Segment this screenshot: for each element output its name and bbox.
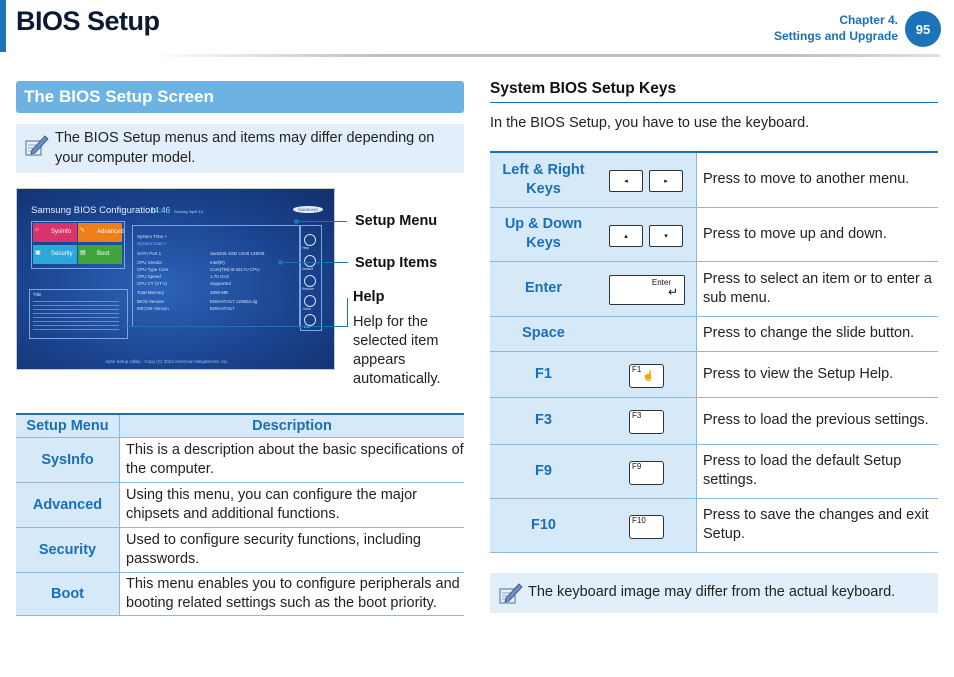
callout-setup-items: Setup Items <box>355 255 438 271</box>
chapter-label <box>774 12 898 44</box>
keyboard-note <box>490 573 938 613</box>
bios-action-restore: Restore <box>302 287 315 291</box>
f1-key-icon: F1 ☝ <box>629 364 664 388</box>
row-desc: Used to configure security functions, including passwords. <box>120 528 465 573</box>
bios-tile-advanced[interactable]: ✎ Advanced <box>78 223 122 242</box>
right-arrow-key-icon: ▸ <box>649 170 683 192</box>
chapter-title: Settings and Upgrade <box>773 29 898 43</box>
bios-tile-boot[interactable]: ▤ Boot <box>78 245 122 264</box>
row-desc: This is a description about the basic specifications of the computer. <box>120 438 465 483</box>
bios-help-frame <box>29 289 128 339</box>
header-accent-bar <box>0 0 6 52</box>
callout-line-setup-items <box>280 262 348 263</box>
f3-key-icon: F3 <box>629 410 664 434</box>
bios-help-title: Title <box>33 292 42 297</box>
key-desc: Press to move to another menu. <box>697 152 939 207</box>
table-row <box>490 316 938 351</box>
callout-help-description: Help for the selected item appears automatically. <box>353 314 441 387</box>
note-pencil-icon <box>497 580 523 606</box>
help-hand-icon: ☝ <box>642 370 655 382</box>
bios-item-label[interactable]: CPU Speed <box>137 274 161 279</box>
bios-item-label[interactable]: Total Memory <box>137 290 165 295</box>
left-arrow-key-icon: ◂ <box>609 170 643 192</box>
keyboard-note-text: The keyboard image may differ from the actual keyboard. <box>528 584 896 600</box>
row-menu: Boot <box>16 573 120 616</box>
table-header-row <box>16 414 464 438</box>
note-pencil-icon <box>23 132 49 158</box>
bios-help-icon[interactable] <box>304 234 316 246</box>
callout-dot-setup-menu <box>294 219 299 224</box>
bios-item-label[interactable]: System Time > <box>137 234 167 239</box>
key-name: F3 <box>490 397 597 444</box>
model-note <box>16 124 464 173</box>
enter-key-icon: Enter ↵ <box>609 275 685 305</box>
bios-item-value: E00AAT.017 <box>210 306 235 311</box>
key-desc: Press to view the Setup Help. <box>697 351 939 397</box>
bios-item-value: Core(TM) i5-3317U CPU <box>210 267 260 272</box>
chapter-number: Chapter 4. <box>839 13 898 27</box>
key-image-cell <box>597 316 697 351</box>
key-image-cell <box>597 351 697 397</box>
table-row <box>490 444 938 498</box>
bios-tile-sysinfo[interactable]: ⌂ SysInfo <box>33 223 77 242</box>
table-row <box>16 483 464 528</box>
key-name: F1 <box>490 351 597 397</box>
section-heading-text: The BIOS Setup Screen <box>24 87 214 106</box>
setup-keys-table <box>490 151 938 553</box>
col-header-setup-menu: Setup Menu <box>16 414 120 438</box>
key-desc: Press to load the default Setup settings. <box>697 444 939 498</box>
bios-item-value: SanDisk SSD U100 128GB <box>210 251 265 256</box>
table-row <box>490 261 938 316</box>
row-desc: This menu enables you to configure peripherals and booting related settings such as the boot priority. <box>120 573 465 616</box>
key-desc: Press to change the slide button. <box>697 316 939 351</box>
bios-action-save: Save <box>303 307 311 311</box>
key-image-cell <box>597 207 697 261</box>
key-image-cell <box>597 498 697 552</box>
section-heading <box>16 81 464 113</box>
table-row <box>16 528 464 573</box>
keys-section-title: System BIOS Setup Keys <box>490 80 677 97</box>
key-desc: Press to load the previous settings. <box>697 397 939 444</box>
key-desc: Press to select an item or to enter a sub menu. <box>697 261 939 316</box>
key-image-cell <box>597 397 697 444</box>
bios-tile-security[interactable]: ▣ Security <box>33 245 77 264</box>
f9-key-icon: F9 <box>629 461 664 485</box>
bios-action-exit: Exit <box>304 325 310 329</box>
bios-window-title: Samsung BIOS Configuration <box>31 205 156 216</box>
samsung-logo: SAMSUNG <box>293 206 323 213</box>
bios-time: 14:46 <box>150 206 171 215</box>
row-menu: SysInfo <box>16 438 120 483</box>
bios-item-value: Supported <box>210 281 231 286</box>
table-row <box>490 207 938 261</box>
bios-item-label[interactable]: CPU Vendor <box>137 260 163 265</box>
table-row <box>16 573 464 616</box>
bios-item-label[interactable]: CPU Type Core <box>137 267 169 272</box>
page-title: BIOS Setup <box>16 6 160 36</box>
bios-item-value: 1.70 GHz <box>210 274 230 279</box>
model-note-text: The BIOS Setup menus and items may differ depending on your computer model. <box>55 130 435 166</box>
bios-item-value: Intel(R) <box>210 260 225 265</box>
callout-line-help <box>122 326 348 328</box>
table-row <box>490 351 938 397</box>
callout-line-setup-menu <box>297 221 347 222</box>
row-menu: Security <box>16 528 120 573</box>
key-image-cell <box>597 152 697 207</box>
bios-action-default: Default <box>302 267 314 271</box>
row-desc: Using this menu, you can configure the major chipsets and additional functions. <box>120 483 465 528</box>
bios-item-label[interactable]: MICOM Version <box>137 306 169 311</box>
keys-section-rule <box>490 102 938 103</box>
bios-default-icon[interactable] <box>304 255 316 267</box>
up-arrow-key-icon: ▴ <box>609 225 643 247</box>
bios-restore-icon[interactable] <box>304 275 316 287</box>
callout-help: Help <box>353 289 385 305</box>
table-row <box>16 438 464 483</box>
key-name: Up & Down Keys <box>490 207 597 261</box>
key-desc: Press to move up and down. <box>697 207 939 261</box>
bios-item-label[interactable]: CPU VT (VT-x) <box>137 281 167 286</box>
table-row <box>490 397 938 444</box>
bios-save-icon[interactable] <box>304 295 316 307</box>
keys-intro: In the BIOS Setup, you have to use the keyboard. <box>490 115 810 131</box>
bios-item-label[interactable]: SATA Port 1 <box>137 251 162 256</box>
down-arrow-key-icon: ▾ <box>649 225 683 247</box>
key-name: Left & Right Keys <box>490 152 597 207</box>
bios-footer: Aptio Setup Utility - Copy (C) 2012 American Megatrends, Inc. <box>105 359 229 364</box>
bios-item-value: E00AAT.017.120804.dg <box>210 299 258 304</box>
f10-key-icon: F10 <box>629 515 664 539</box>
key-name: Space <box>490 316 597 351</box>
table-row <box>490 152 938 207</box>
table-row <box>490 498 938 552</box>
key-name: F10 <box>490 498 597 552</box>
bios-item-label[interactable]: System Date > <box>137 241 167 246</box>
col-header-description: Description <box>120 414 465 438</box>
callout-dot-setup-items <box>278 260 283 265</box>
callout-setup-menu: Setup Menu <box>355 213 438 229</box>
key-desc: Press to save the changes and exit Setup. <box>697 498 939 552</box>
setup-menu-table <box>16 413 464 616</box>
key-name: F9 <box>490 444 597 498</box>
bios-item-label[interactable]: BIOS Version <box>137 299 165 304</box>
bios-screen-image <box>16 188 335 370</box>
page-number-badge: 95 <box>905 11 941 47</box>
callout-line-help-vertical <box>347 298 348 326</box>
row-menu: Advanced <box>16 483 120 528</box>
bios-action-help: Help <box>302 246 310 250</box>
bios-item-value: 4096 MB <box>210 290 229 295</box>
key-image-cell <box>597 261 697 316</box>
header-rule <box>150 54 940 57</box>
bios-date: Sunday, April 13 <box>174 209 203 214</box>
key-name: Enter <box>490 261 597 316</box>
key-image-cell <box>597 444 697 498</box>
